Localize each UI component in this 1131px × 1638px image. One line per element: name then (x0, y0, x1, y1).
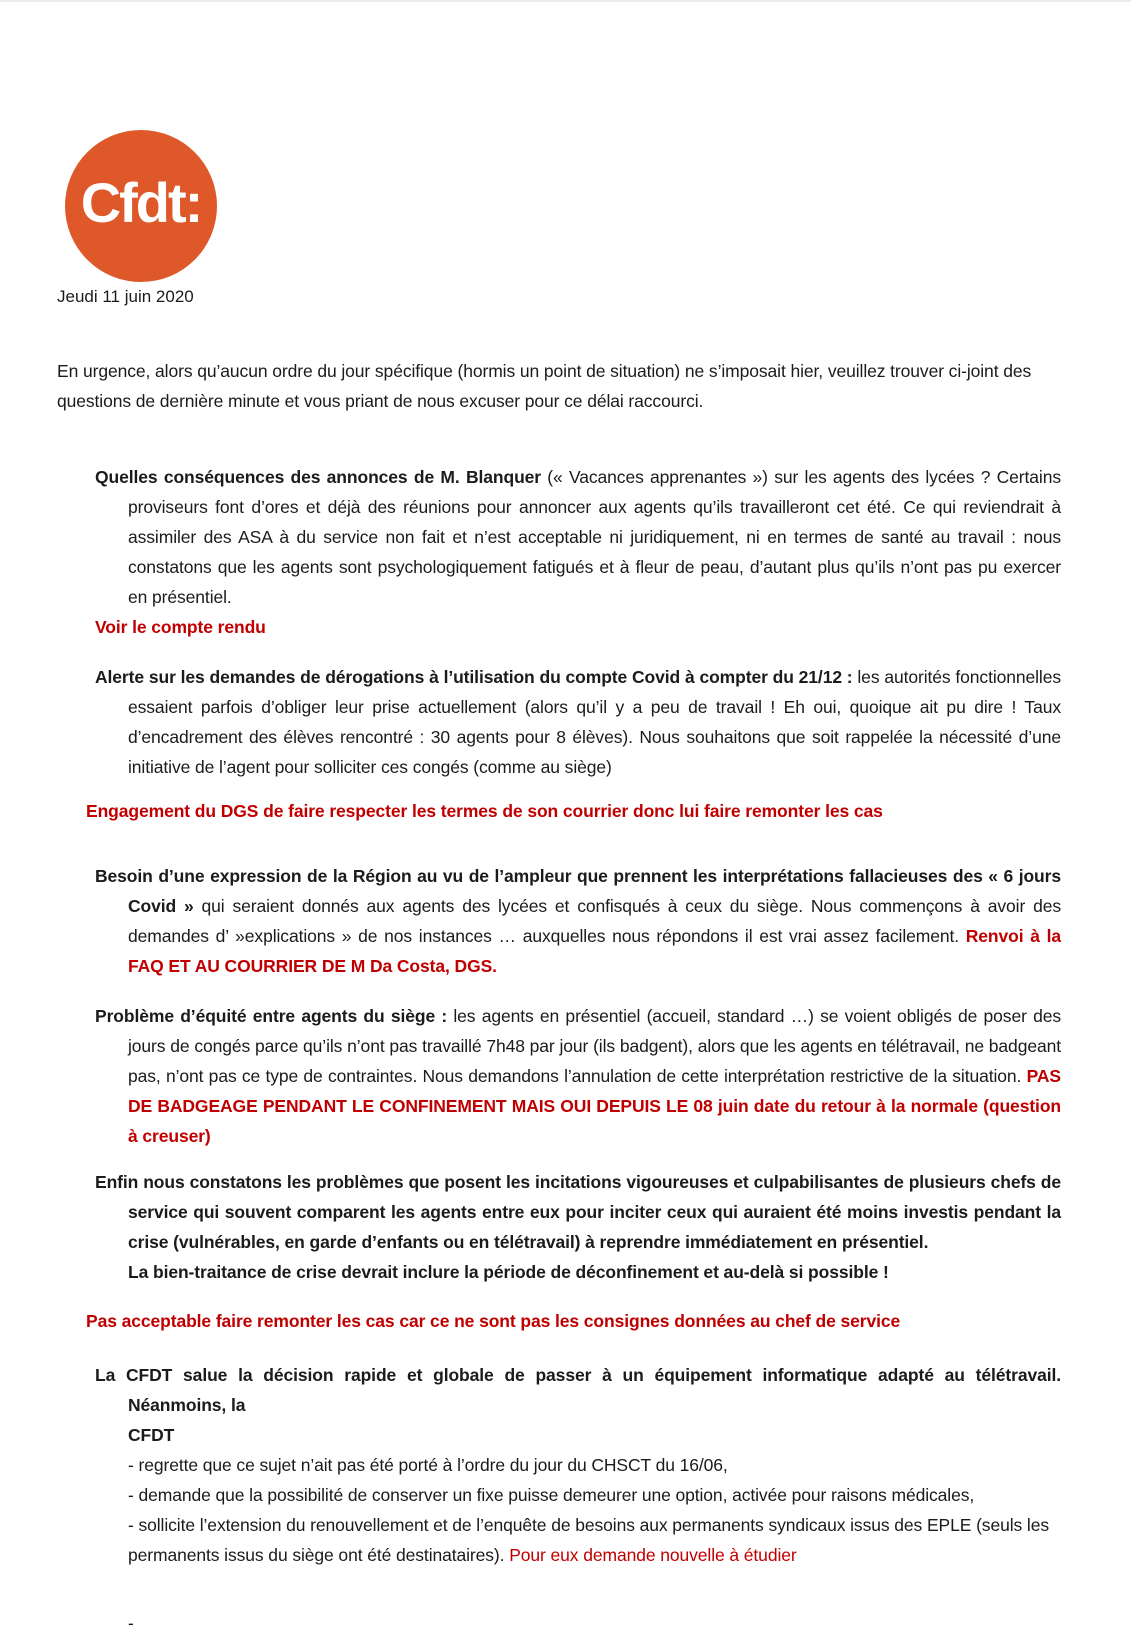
section-body-blanquer: (« Vacances apprenantes ») sur les agents des lycées ? Certains proviseurs font d’ores et déjà des réunions pour annoncer aux agents qu’ils travailleront cet été. Ce qui reviendrait à assimiler des ASA à du service non fait et n’est acceptable ni juridiquement, ni en termes de santé au travail : nous constatons que les agents sont psychologiquement fatigués et à fleur de peau, d’autant plus qu’ils n’ont pas pu exercer en présentiel. (128, 467, 1061, 607)
note-pas-de-badgeage: PAS DE BADGEAGE PENDANT LE CONFINEMENT MAIS OUI DEPUIS LE 08 juin date du retour à la normale (question à creuser) (128, 1066, 1061, 1146)
section-heading-compte-covid: Alerte sur les demandes de dérogations à l’utilisation du compte Covid à compter du 21/12 : (95, 667, 853, 687)
note-voir-compte-rendu: Voir le compte rendu (95, 617, 266, 637)
note-renvoi-faq: Renvoi à la FAQ ET AU COURRIER DE M Da Costa, DGS. (128, 926, 1062, 976)
document-body (57, 356, 1061, 1638)
date-text: Jeudi 11 juin 2020 (57, 287, 194, 306)
list-item-sollicite-text: - sollicite l’extension du renouvellement et de l’enquête de besoins aux permanents syndicaux issus des EPLE (seuls les permanents issus du siège ont été destinataires). (128, 1515, 1049, 1565)
line-cfdt: CFDT (128, 1425, 175, 1445)
section-equite-badgeage (57, 1001, 1061, 1151)
section-six-jours-covid (57, 861, 1061, 981)
section-body-compte-covid: les autorités fonctionnelles essaient parfois d’obliger leur prise actuellement (alors qu’il y a peu de travail ! Eh oui, quoique ait pu dire ! Taux d’encadrement des élèves rencontré : 30 agents pour 8 élèves). Nous souhaitons que soit rappelée la nécessité d’une initiative de l’agent pour solliciter ces congés (comme au siège) (128, 667, 1062, 777)
section-body-six-jours: qui seraient donnés aux agents des lycées et confisqués à ceux du siège. Nous commençons à avoir des demandes d’ »explications » de nos instances … auxquelles nous répondons il est vrai assez facilement. (128, 896, 1061, 946)
paragraph-equite-badgeage (95, 1001, 1061, 1151)
trailing-dash: - (128, 1613, 134, 1633)
list-item-regrette: - regrette que ce sujet n’ait pas été porté à l’ordre du jour du CHSCT du 16/06, (128, 1455, 728, 1475)
paragraph-incitations: Enfin nous constatons les problèmes que posent les incitations vigoureuses et culpabilisantes de plusieurs chefs de service qui souvent comparent les agents entre eux pour inciter ceux qui auraient été moins investis pendant la crise (vulnérables, en garde d’enfants ou en télétravail) à reprendre immédiatement en présentiel. (95, 1172, 1061, 1252)
section-body-equite: les agents en présentiel (accueil, standard …) se voient obligés de poser des jours de congés parce qu’ils n’ont pas travaillé 7h48 par jour (ils badgent), alors que les agents en télétravail, ne badgeant pas, n’ont pas ce type de contraintes. Nous demandons l’annulation de cette interprétation restrictive de la situation. (128, 1006, 1061, 1086)
cfdt-logo-text: Cfdt: (80, 170, 202, 234)
section-heading-six-jours: Besoin d’une expression de la Région au vu de l’ampleur que prennent les interprétations fallacieuses des « 6 jours Covid » (95, 866, 1061, 916)
intro-paragraph: En urgence, alors qu’aucun ordre du jour spécifique (hormis un point de situation) ne s’imposait hier, veuillez trouver ci-joint des questions de dernière minute et vous priant de nous excuser pour ce délai raccourci. (57, 361, 1032, 411)
section-compte-covid (57, 662, 1061, 782)
list-item-sollicite (128, 1510, 1061, 1570)
list-item-demande: - demande que la possibilité de conserver un fixe puisse demeurer une option, activée pour raisons médicales, (128, 1485, 975, 1505)
section-heading-blanquer: Quelles conséquences des annonces de M. Blanquer (95, 467, 541, 487)
action-note-pas-acceptable: Pas acceptable faire remonter les cas car ce ne sont pas les consignes données au chef de service (86, 1311, 901, 1331)
section-incitations-chefs-service (57, 1167, 1061, 1287)
section-heading-equipement: La CFDT salue la décision rapide et globale de passer à un équipement informatique adapté au télétravail. Néanmoins, la (95, 1365, 1061, 1415)
cfdt-logo (65, 130, 217, 282)
line-bien-traitance: La bien-traitance de crise devrait inclure la période de déconfinement et au-delà si possible ! (128, 1262, 889, 1282)
action-note-engagement-dgs: Engagement du DGS de faire respecter les termes de son courrier donc lui faire remonter les cas (86, 801, 883, 821)
paragraph-compte-covid (95, 662, 1062, 782)
section-blanquer (57, 462, 1061, 642)
section-heading-equite: Problème d’équité entre agents du siège : (95, 1006, 448, 1026)
paragraph-blanquer (95, 462, 1061, 612)
section-equipement-informatique (57, 1360, 1061, 1570)
paragraph-six-jours-covid (95, 861, 1062, 981)
note-demande-nouvelle: Pour eux demande nouvelle à étudier (509, 1545, 797, 1565)
